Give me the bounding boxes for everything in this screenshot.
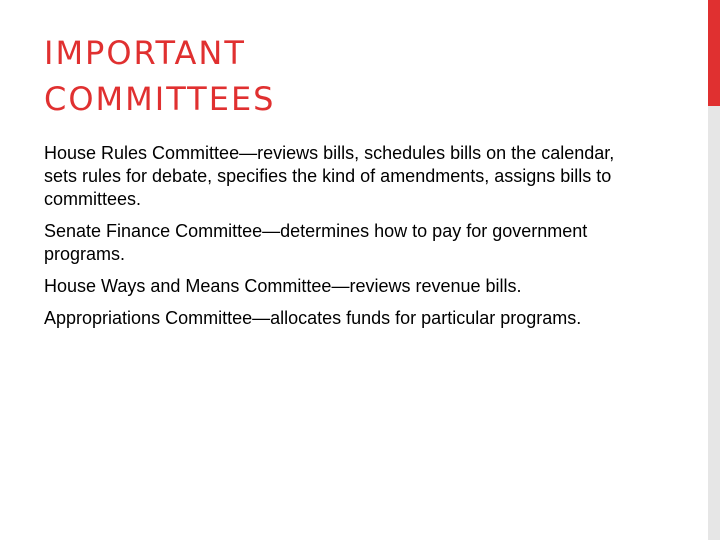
slide-title-line-1: IMPORTANT [44,34,246,72]
slide-body [44,142,624,339]
paragraph-appropriations: Appropriations Committee—allocates funds for particular programs. [44,308,582,328]
paragraph-ways-and-means: House Ways and Means Committee—reviews revenue bills. [44,276,522,296]
paragraph-senate-finance: Senate Finance Committee—determines how to pay for government programs. [44,221,588,264]
paragraph-house-rules: House Rules Committee—reviews bills, schedules bills on the calendar, sets rules for debate, specifies the kind of amendments, assigns bills to committees. [44,143,615,209]
slide-title [44,30,604,122]
right-edge-accent-bar [708,0,720,106]
slide-title-line-2: COMMITTEES [44,80,276,118]
